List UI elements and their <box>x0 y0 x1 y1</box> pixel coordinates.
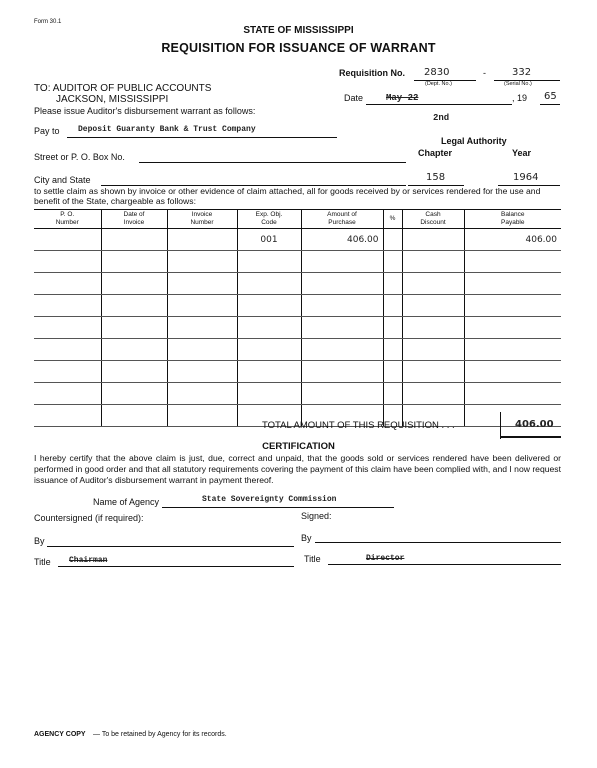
session-value[interactable]: 2nd <box>433 113 450 123</box>
dept-no-caption: (Dept. No.) <box>425 81 452 87</box>
date-year-prefix: , 19 <box>512 93 528 103</box>
to-auditor-line: TO: AUDITOR OF PUBLIC ACCOUNTS <box>34 83 212 94</box>
col-invoice-number: Invoice Number <box>167 210 237 229</box>
col-percent: % <box>383 210 402 229</box>
serial-no-value[interactable]: 332 <box>512 67 532 78</box>
title-line-left <box>58 566 294 567</box>
please-issue-line: Please issue Auditor's disbursement warrant as follows: <box>34 106 256 116</box>
col-amount-of-purchase: Amount of Purchase <box>301 210 383 229</box>
table-row <box>34 295 561 317</box>
title-value-right[interactable]: Director <box>366 554 405 563</box>
table-row <box>34 361 561 383</box>
table-row <box>34 273 561 295</box>
title-value-left[interactable]: Chairman <box>69 556 108 565</box>
page-title: REQUISITION FOR ISSUANCE OF WARRANT <box>161 41 436 55</box>
cell-date[interactable] <box>101 229 167 251</box>
col-po-number: P. O. Number <box>34 210 101 229</box>
claim-table <box>34 209 561 427</box>
col-cash-discount: Cash Discount <box>402 210 464 229</box>
agency-line <box>162 507 394 508</box>
by-label-left: By <box>34 536 45 546</box>
agency-label: Name of Agency <box>93 497 160 507</box>
street-label: Street or P. O. Box No. <box>34 152 125 162</box>
street-line <box>139 162 406 163</box>
date-year-value[interactable]: 65 <box>544 91 557 102</box>
cell-pct[interactable] <box>383 229 402 251</box>
year-label: Year <box>512 148 532 158</box>
settle-text: to settle claim as shown by invoice or other evidence of claim attached, all for goods received by or services rendered for the use and benefit of the State, chargeable as follows: <box>34 186 541 206</box>
col-exp-obj-code: Exp. Obj. Code <box>237 210 301 229</box>
city-label: City and State <box>34 175 91 185</box>
to-jackson-line: JACKSON, MISSISSIPPI <box>56 94 169 105</box>
date-line <box>366 104 512 105</box>
date-label: Date <box>344 93 364 103</box>
title-label-left: Title <box>34 557 51 567</box>
cell-balance[interactable]: 406.00 <box>464 229 561 251</box>
total-label: TOTAL AMOUNT OF THIS REQUISITION . . . <box>262 420 455 431</box>
requisition-separator: - <box>483 68 486 78</box>
table-header-row <box>34 210 561 229</box>
total-value[interactable]: 406.00 <box>515 419 554 430</box>
total-underline <box>500 436 561 438</box>
cell-amount[interactable]: 406.00 <box>301 229 383 251</box>
form-number: Form 30.1 <box>34 19 62 25</box>
table-row <box>34 251 561 273</box>
cell-po[interactable] <box>34 229 101 251</box>
table-row <box>34 383 561 405</box>
countersigned-label: Countersigned (if required): <box>34 513 144 523</box>
serial-no-caption: (Serial No.) <box>504 81 532 87</box>
date-value[interactable]: May 22 <box>386 93 419 103</box>
col-balance-payable: Balance Payable <box>464 210 561 229</box>
state-heading: STATE OF MISSISSIPPI <box>243 25 354 36</box>
by-line-left <box>47 546 294 547</box>
certification-text: I hereby certify that the above claim is just, due, correct and unpaid, that the goods sold or services rendered have been delivered or performed in good order and that all statutory requirements covering the payment of this claim have been complied with, and I now request issuance of Auditor's disbursement warrant in payment thereof. <box>34 453 561 485</box>
cell-invoice[interactable] <box>167 229 237 251</box>
agency-copy-text: — To be retained by Agency for its records. <box>93 731 227 738</box>
dept-no-value[interactable]: 2830 <box>424 67 450 78</box>
table-row <box>34 317 561 339</box>
chapter-value[interactable]: 158 <box>426 172 446 183</box>
title-line-right <box>328 564 561 565</box>
table-row <box>34 339 561 361</box>
table-row <box>34 229 561 251</box>
title-label-right: Title <box>304 554 321 564</box>
pay-to-label: Pay to <box>34 126 60 136</box>
pay-to-line <box>67 137 337 138</box>
col-date-of-invoice: Date of Invoice <box>101 210 167 229</box>
legal-authority-label: Legal Authority <box>441 136 507 146</box>
by-label-right: By <box>301 533 312 543</box>
cell-discount[interactable] <box>402 229 464 251</box>
chapter-label: Chapter <box>418 148 453 158</box>
year-value[interactable]: 1964 <box>513 172 539 183</box>
signed-label: Signed: <box>301 511 332 521</box>
pay-to-value[interactable]: Deposit Guaranty Bank & Trust Company <box>78 125 256 134</box>
agency-copy-label: AGENCY COPY <box>34 731 86 738</box>
date-year-line <box>540 104 560 105</box>
cell-code[interactable]: 001 <box>237 229 301 251</box>
requisition-label: Requisition No. <box>339 68 405 78</box>
certification-heading: CERTIFICATION <box>262 441 335 452</box>
agency-value[interactable]: State Sovereignty Commission <box>202 495 337 504</box>
total-divider <box>500 412 501 439</box>
by-line-right <box>315 542 561 543</box>
